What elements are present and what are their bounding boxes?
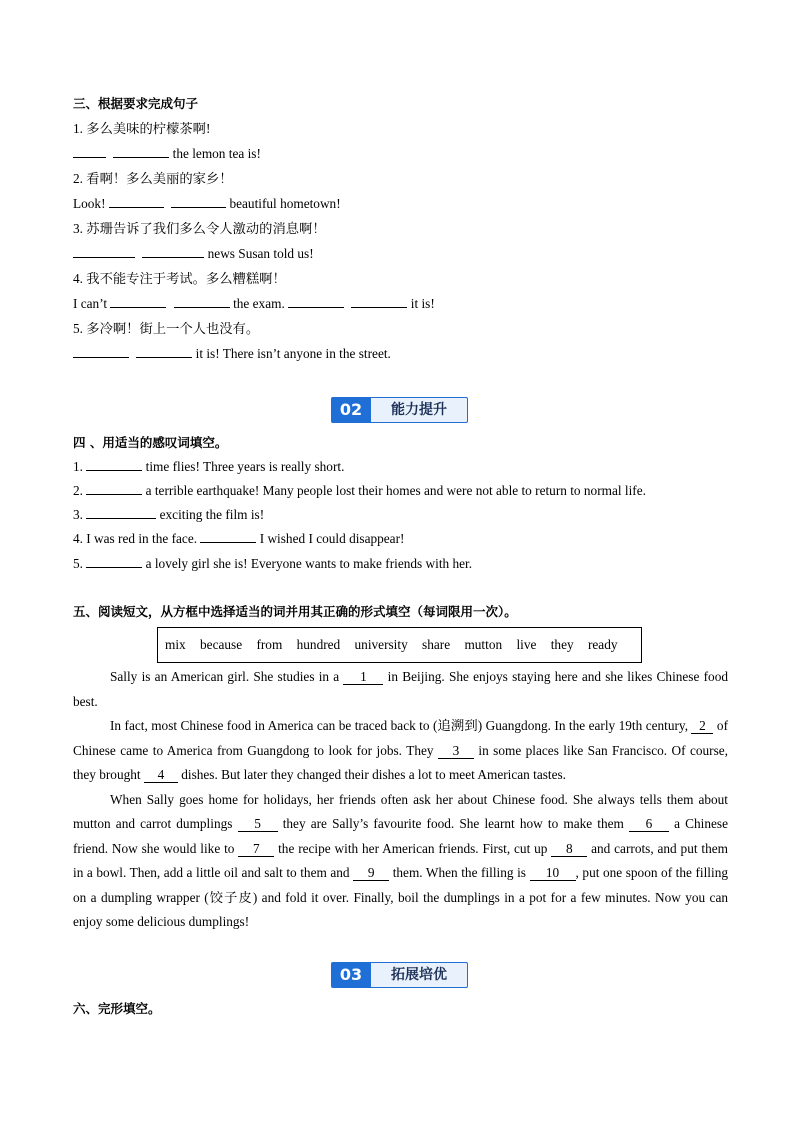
s4-q3: 3. exciting the film is! [73,507,265,522]
badge-number: 03 [331,962,371,988]
badge-label: 能力提升 [371,397,468,423]
answer-blank[interactable] [288,307,344,308]
word-option: university [354,637,408,652]
answer-blank[interactable] [86,518,156,519]
s3-q5-prompt: 5. 多冷啊！街上一个人也没有。 [73,321,260,336]
s3-q4-prompt: 4. 我不能专注于考试。多么糟糕啊！ [73,271,286,286]
section-badge-03 [331,962,469,988]
s4-q1: 1. time flies! Three years is really short. [73,459,345,474]
word-option: share [422,637,451,652]
answer-blank[interactable] [110,307,166,308]
s4-q4: 4. I was red in the face. I wished I could disappear! [73,531,405,546]
answer-blank-2[interactable]: 2 [691,719,713,734]
answer-blank[interactable] [113,157,169,158]
s4-q5: 5. a lovely girl she is! Everyone wants to make friends with her. [73,556,473,571]
answer-blank[interactable] [136,357,192,358]
answer-blank[interactable] [142,257,204,258]
s3-q2-prompt: 2. 看啊！多么美丽的家乡！ [73,171,233,186]
s4-q2: 2. a terrible earthquake! Many people lost their homes and were not able to return to normal life. [73,483,646,498]
answer-blank-10[interactable]: 10 [530,866,576,881]
word-box [157,627,642,663]
section6-heading: 六、完形填空。 [73,1001,161,1016]
badge-label: 拓展培优 [371,962,468,988]
answer-blank[interactable] [86,470,142,471]
section5-heading: 五、阅读短文，从方框中选择适当的词并用其正确的形式填空（每词限用一次）。 [73,604,517,619]
section4-heading: 四 、用适当的感叹词填空。 [73,435,228,450]
answer-blank[interactable] [174,307,230,308]
section-badge-02 [331,397,469,423]
word-option: because [200,637,243,652]
s3-q3-prompt: 3. 苏珊告诉了我们多么令人激动的消息啊！ [73,221,326,236]
answer-blank[interactable] [73,357,129,358]
answer-blank[interactable] [171,207,226,208]
answer-blank-6[interactable]: 6 [629,817,669,832]
answer-blank[interactable] [73,257,135,258]
word-option: hundred [296,637,341,652]
word-option: mutton [464,637,503,652]
reading-passage [73,665,728,935]
answer-blank[interactable] [351,307,407,308]
s3-q3-answer: news Susan told us! [73,245,314,263]
s3-q4-answer: I can’t the exam. it is! [73,296,435,311]
answer-blank[interactable] [86,494,142,495]
answer-blank-4[interactable]: 4 [144,768,178,783]
answer-blank[interactable] [86,567,142,568]
answer-blank-5[interactable]: 5 [238,817,278,832]
word-option: from [256,637,283,652]
s3-q1-answer: the lemon tea is! [73,145,261,163]
word-option: ready [587,637,618,652]
badge-number: 02 [331,397,371,423]
answer-blank-1[interactable]: 1 [343,670,383,685]
passage-paragraph-3: When Sally goes home for holidays, her friends often ask her about Chinese food. She always tells them about mutton and carrot dumplings 5 they are Sally’s favourite food. She learnt how to make them 6 a Chinese friend. Now she would like to 7 the recipe with her American friends. First, cut up 8 and carrots, and put them in a bowl. Then, add a little oil and salt to them and 9 them. When the filling is 10 , put one spoon of the filling on a dumpling wrapper (饺子皮) and fold it over. Finally, boil the dumplings in a pot for a few minutes. Now you can enjoy some delicious dumplings! [73,791,729,929]
answer-blank-7[interactable]: 7 [238,842,274,857]
answer-blank-8[interactable]: 8 [551,842,587,857]
passage-paragraph-1: Sally is an American girl. She studies in a 1 in Beijing. She enjoys staying here and she likes Chinese food best. [73,669,728,709]
s3-q5-answer: it is! There isn’t anyone in the street. [73,345,391,363]
answer-blank-3[interactable]: 3 [438,744,474,759]
s3-q2-answer: Look! beautiful hometown! [73,196,341,211]
answer-blank-9[interactable]: 9 [353,866,389,881]
s3-q1-prompt: 1. 多么美味的柠檬茶啊! [73,121,211,136]
word-option: live [516,637,537,652]
answer-blank[interactable] [200,542,256,543]
answer-blank[interactable] [109,207,164,208]
word-option: mix [165,637,186,652]
passage-paragraph-2: In fact, most Chinese food in America can be traced back to (追溯到) Guangdong. In the early 19th century, 2 of Chinese came to America from Guangdong to look for jobs. They 3 in some places like San Francisco. Of course, they brought 4 dishes. But later they changed their dishes a lot to meet American tastes. [73,718,728,782]
answer-blank[interactable] [73,157,106,158]
word-option: they [550,637,574,652]
section3-heading: 三、根据要求完成句子 [73,96,199,111]
